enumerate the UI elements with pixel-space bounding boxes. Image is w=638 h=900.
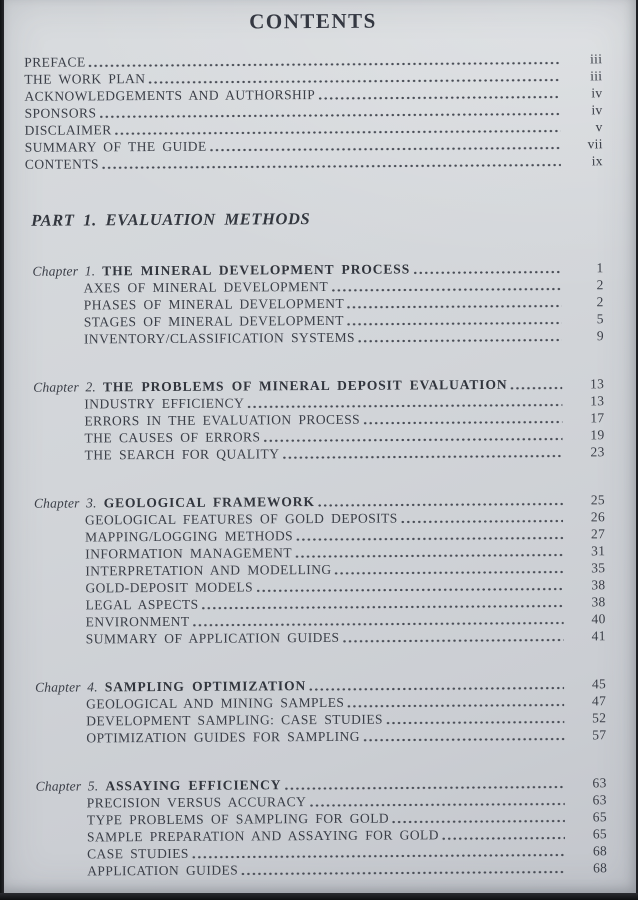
entry-label: DISCLAIMER <box>24 122 112 138</box>
entry-label: SPONSORS <box>24 105 97 121</box>
entry-label: INDUSTRY EFFICIENCY <box>84 395 245 412</box>
dot-leader <box>98 113 560 119</box>
entry-label: ENVIRONMENT <box>85 613 190 630</box>
chapter-block <box>28 675 606 747</box>
dot-leader <box>295 537 563 542</box>
page-number: 13 <box>590 393 605 409</box>
page-number: 45 <box>591 676 607 692</box>
toc-chapters <box>25 259 607 880</box>
dot-leader <box>412 271 561 275</box>
page-number: ix <box>591 153 603 169</box>
entry-label: THE CAUSES OF ERRORS <box>84 429 261 446</box>
dot-leader <box>441 837 565 841</box>
page-number: 1 <box>596 260 604 276</box>
entry-label: SUMMARY OF APPLICATION GUIDES <box>85 629 340 647</box>
chapter-title: THE PROBLEMS OF MINERAL DEPOSIT EVALUATION <box>102 376 508 395</box>
dot-leader <box>509 387 562 390</box>
dot-leader <box>240 871 565 876</box>
entry-label: SUMMARY OF THE GUIDE <box>24 138 207 155</box>
dot-leader <box>101 164 561 170</box>
entry-label: LEGAL ASPECTS <box>85 596 199 613</box>
dot-leader <box>246 404 562 409</box>
dot-leader <box>114 130 561 136</box>
chapter-block <box>25 259 604 348</box>
entry-label: SAMPLE PREPARATION AND ASSAYING FOR GOLD <box>86 827 439 845</box>
toc-entry-row <box>28 627 606 648</box>
page-number: 41 <box>591 628 606 644</box>
entry-label: PHASES OF MINERAL DEVELOPMENT <box>83 295 345 313</box>
page-number: 47 <box>591 693 607 709</box>
dot-leader <box>330 288 561 292</box>
chapter-label: Chapter 1. <box>32 263 96 279</box>
page-number: 63 <box>592 792 607 808</box>
toc-entry-row <box>29 859 607 880</box>
entry-label: GEOLOGICAL AND MINING SAMPLES <box>86 694 345 712</box>
paper <box>4 0 636 893</box>
page-number: v <box>595 119 603 135</box>
dot-leader <box>385 721 564 725</box>
entry-label: MAPPING/LOGGING METHODS <box>85 528 294 545</box>
entry-label: INTERPRETATION AND MODELLING <box>85 561 332 579</box>
dot-leader <box>362 421 562 425</box>
entry-label: APPLICATION GUIDES <box>87 862 239 879</box>
page-number: 52 <box>592 710 607 726</box>
page-number: 38 <box>591 577 606 593</box>
page-number: 68 <box>593 860 608 876</box>
dot-leader <box>346 322 562 326</box>
page-number: 13 <box>590 376 605 392</box>
page-number: 9 <box>596 328 604 344</box>
page-number: 63 <box>592 775 607 791</box>
entry-label: PRECISION VERSUS ACCURACY <box>86 794 307 811</box>
dot-leader <box>88 62 561 68</box>
dot-leader <box>294 554 563 559</box>
page-number: 31 <box>591 543 606 559</box>
dot-leader <box>281 455 562 460</box>
page-title: CONTENTS <box>249 8 377 34</box>
entry-label: GEOLOGICAL FEATURES OF GOLD DEPOSITS <box>84 510 398 528</box>
dot-leader <box>346 305 562 309</box>
dot-leader <box>147 79 560 85</box>
dot-leader <box>283 786 564 791</box>
entry-label: STAGES OF MINERAL DEVELOPMENT <box>83 312 344 330</box>
page-number: 17 <box>590 410 605 426</box>
entry-label: CONTENTS <box>24 156 100 172</box>
page-number: 65 <box>592 826 607 842</box>
page-number: 25 <box>590 492 605 508</box>
chapter-title: GEOLOGICAL FRAMEWORK <box>103 494 315 511</box>
entry-label: INVENTORY/CLASSIFICATION SYSTEMS <box>83 329 356 347</box>
dot-leader <box>317 96 560 100</box>
page-number: 27 <box>590 526 606 542</box>
page-number: 19 <box>590 427 605 443</box>
scan-edge-bottom <box>0 893 638 900</box>
entry-label: THE SEARCH FOR QUALITY <box>84 446 280 463</box>
page-number: 2 <box>596 294 604 310</box>
entry-label: AXES OF MINERAL DEVELOPMENT <box>83 278 329 296</box>
page-number: 23 <box>590 444 605 460</box>
entry-label: TYPE PROBLEMS OF SAMPLING FOR GOLD <box>86 810 390 828</box>
page-number: iv <box>591 102 603 118</box>
dot-leader <box>317 503 563 508</box>
entry-label: INFORMATION MANAGEMENT <box>85 545 293 562</box>
toc-entry-row <box>28 726 606 747</box>
dot-leader <box>209 147 561 152</box>
page-number: 35 <box>591 560 606 576</box>
page-number: iii <box>590 68 603 84</box>
toc-front-matter <box>24 50 603 173</box>
chapter-block <box>29 774 608 880</box>
chapter-label: Chapter 3. <box>33 495 97 511</box>
dot-leader <box>362 738 564 742</box>
dot-leader <box>341 639 563 643</box>
chapter-block <box>26 375 605 464</box>
chapter-title: SAMPLING OPTIMIZATION <box>104 678 307 695</box>
chapter-label: Chapter 4. <box>35 679 98 695</box>
dot-leader <box>334 571 564 575</box>
page-number: 38 <box>591 594 606 610</box>
toc-entry-row <box>27 443 605 464</box>
dot-leader <box>255 588 563 593</box>
dot-leader <box>308 803 564 808</box>
dot-leader <box>201 605 564 610</box>
page-number: 5 <box>596 311 604 327</box>
chapter-label: Chapter 5. <box>35 778 99 794</box>
toc-entry-row <box>25 152 603 173</box>
chapter-block <box>27 491 606 648</box>
page-number: iv <box>591 85 603 101</box>
dot-leader <box>308 687 564 692</box>
entry-label: ACKNOWLEDGEMENTS AND AUTHORSHIP <box>24 87 316 104</box>
entry-label: CASE STUDIES <box>87 845 189 862</box>
dot-leader <box>400 520 563 524</box>
entry-label: ERRORS IN THE EVALUATION PROCESS <box>84 411 361 429</box>
part-heading: PART 1. EVALUATION METHODS <box>31 209 311 230</box>
toc-entry-row <box>26 327 604 348</box>
entry-label: GOLD-DEPOSIT MODELS <box>85 579 254 596</box>
page-number: 65 <box>592 809 607 825</box>
dot-leader <box>192 622 564 627</box>
dot-leader <box>346 704 564 708</box>
entry-label: OPTIMIZATION GUIDES FOR SAMPLING <box>86 728 360 746</box>
entry-label: THE WORK PLAN <box>24 71 146 87</box>
scan-edge-left <box>0 0 4 900</box>
page-number: 40 <box>591 611 606 627</box>
chapter-title: THE MINERAL DEVELOPMENT PROCESS <box>102 261 411 279</box>
dot-leader <box>262 438 562 443</box>
dot-leader <box>391 820 565 824</box>
entry-label: DEVELOPMENT SAMPLING: CASE STUDIES <box>86 711 383 729</box>
entry-label: PREFACE <box>24 54 86 70</box>
page-number: 2 <box>596 277 604 293</box>
chapter-title: ASSAYING EFFICIENCY <box>105 777 282 794</box>
page-number: vii <box>587 136 603 152</box>
dot-leader <box>191 854 565 859</box>
dot-leader <box>357 339 562 343</box>
page-number: iii <box>590 51 603 67</box>
page-number: 57 <box>592 727 607 743</box>
page-number: 68 <box>592 843 608 859</box>
toc-content <box>2 0 638 880</box>
chapter-label: Chapter 2. <box>33 379 97 395</box>
page-number: 26 <box>590 509 606 525</box>
